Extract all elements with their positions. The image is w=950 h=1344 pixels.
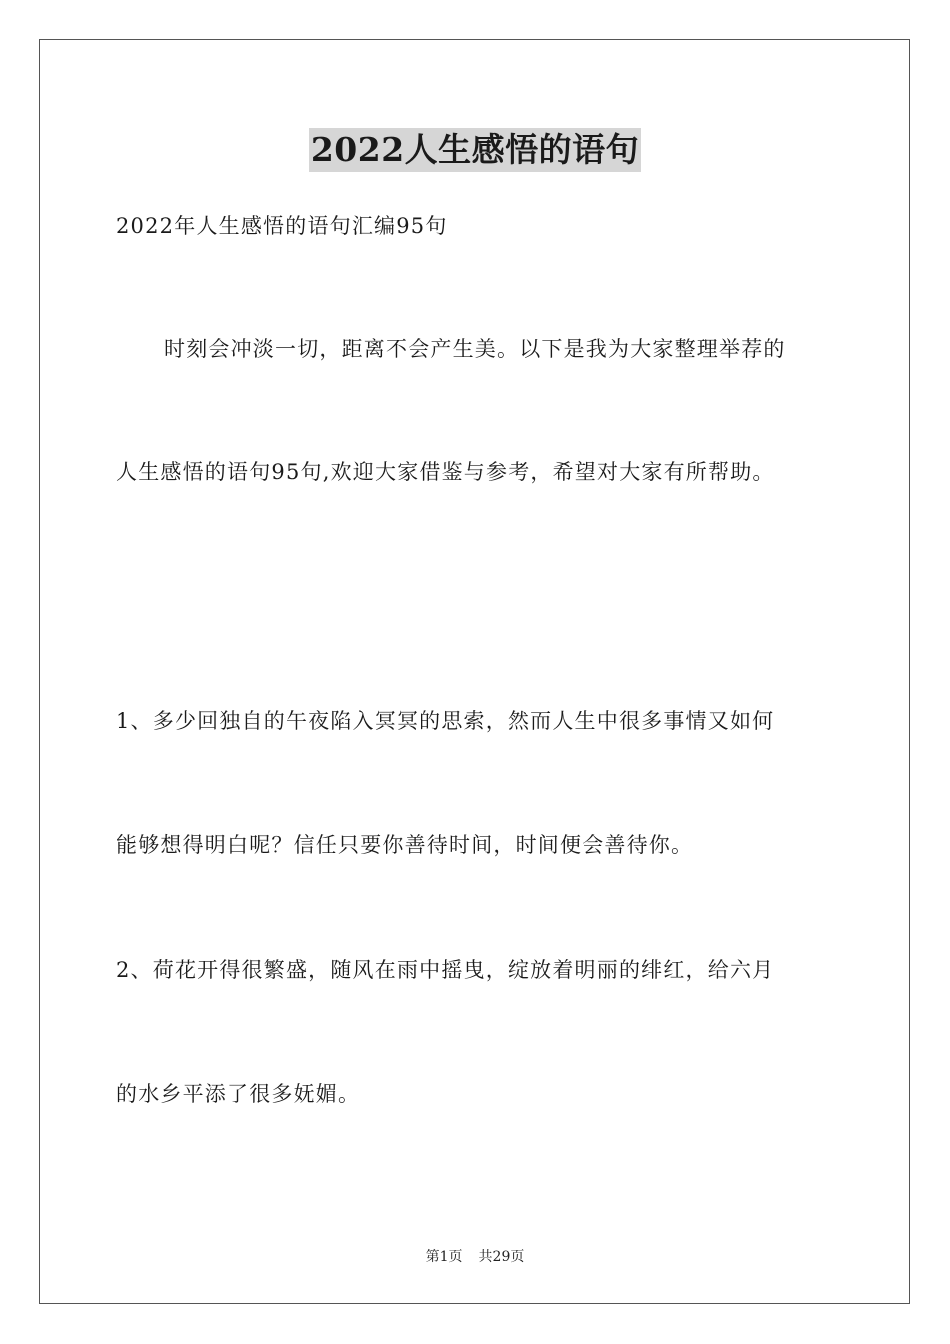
item-1-line-1: 1、多少回独自的午夜陷入冥冥的思索，然而人生中很多事情又如何 xyxy=(116,709,775,733)
item-2-line-2: 的水乡平添了很多妩媚。 xyxy=(116,1082,361,1106)
document-title xyxy=(0,128,950,172)
document-title-text: 2022人生感悟的语句 xyxy=(309,128,641,172)
page-number: 第1页 xyxy=(425,1249,463,1265)
intro-line-2: 人生感悟的语句95句,欢迎大家借鉴与参考，希望对大家有所帮助。 xyxy=(116,460,775,484)
page-footer xyxy=(0,1246,950,1266)
intro-line-1: 时刻会冲淡一切，距离不会产生美。以下是我为大家整理举荐的 xyxy=(164,337,786,361)
item-1-line-2: 能够想得明白呢？信任只要你善待时间，时间便会善待你。 xyxy=(116,833,694,857)
item-2-line-1: 2、荷花开得很繁盛，随风在雨中摇曳，绽放着明丽的绯红，给六月 xyxy=(116,958,775,982)
total-pages: 共29页 xyxy=(478,1249,525,1265)
document-subtitle: 2022年人生感悟的语句汇编95句 xyxy=(116,214,448,238)
